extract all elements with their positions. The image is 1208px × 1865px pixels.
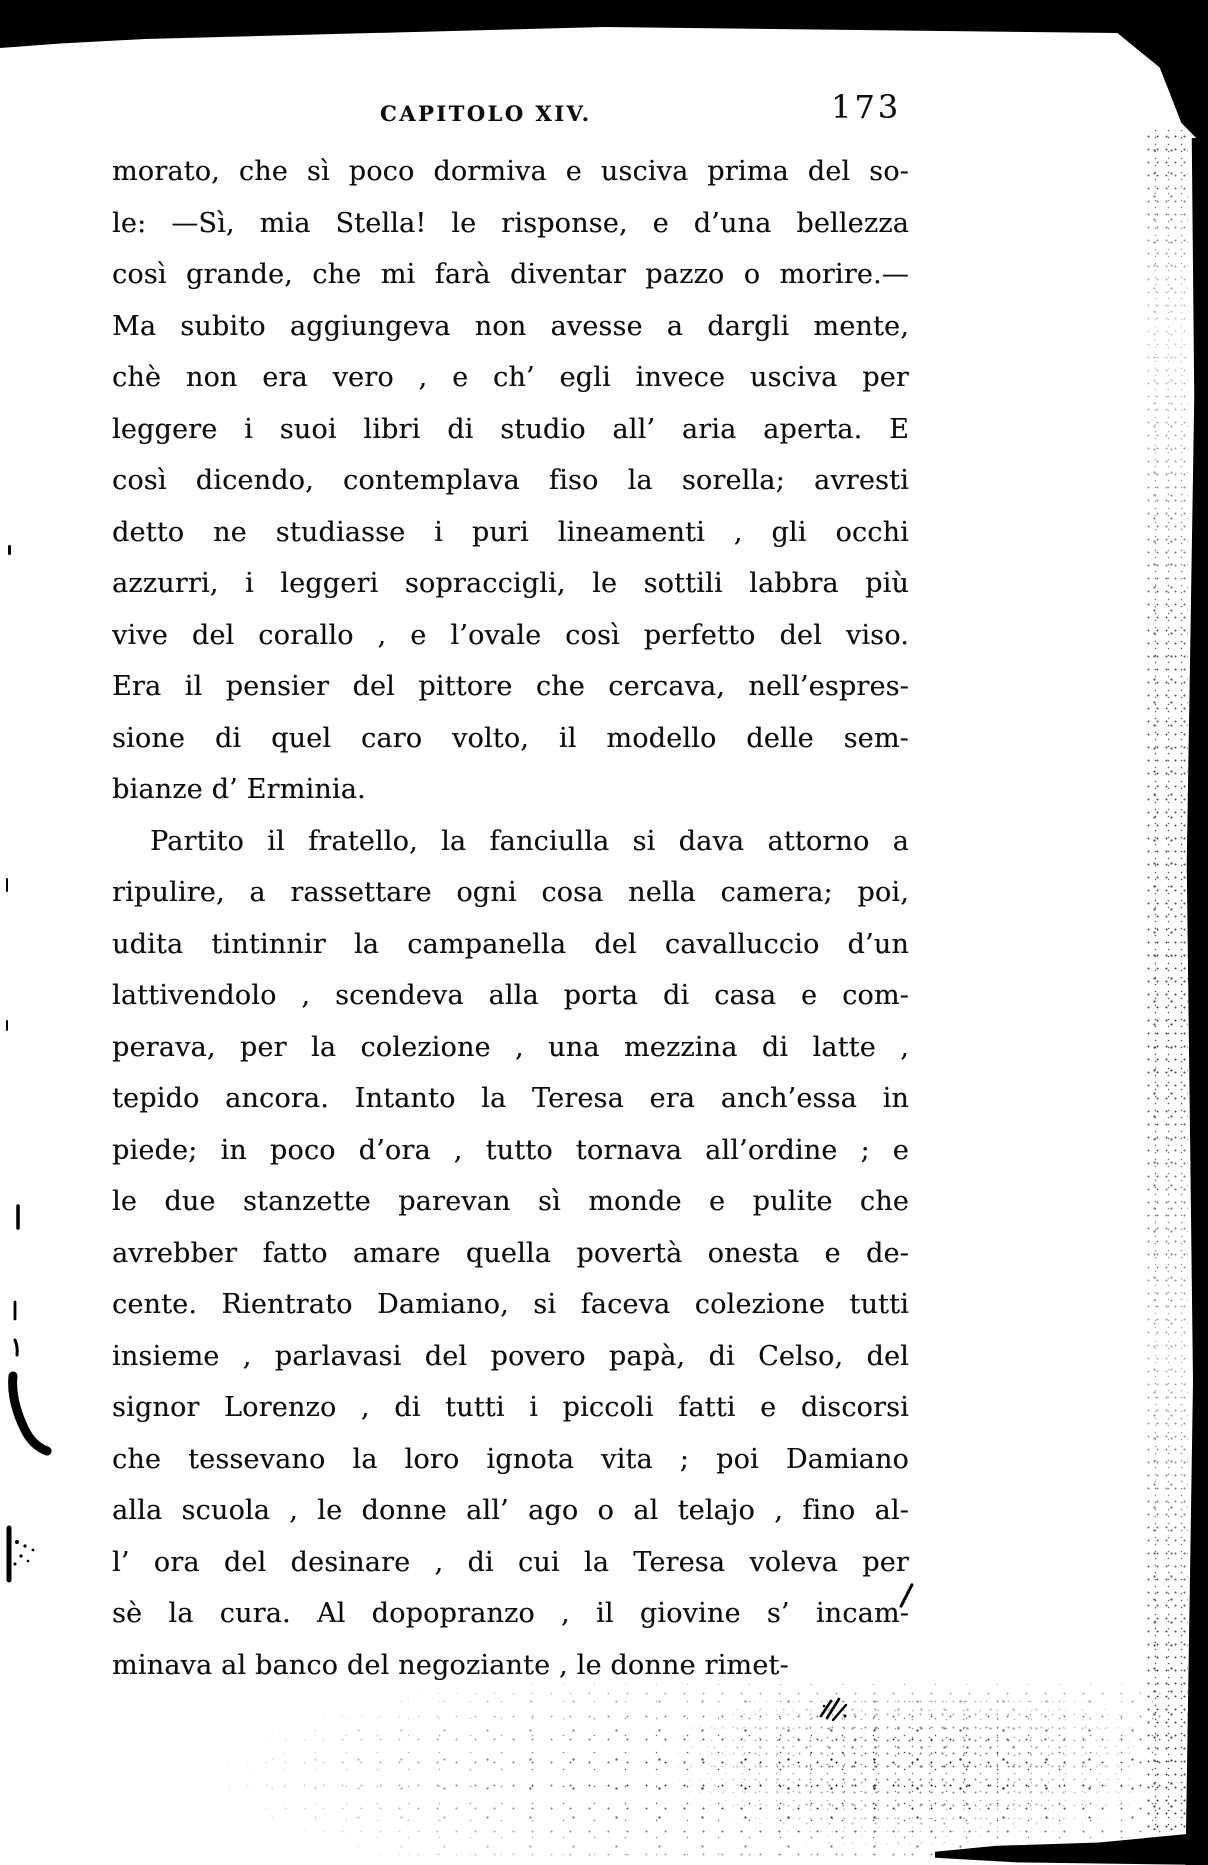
- margin-ink-speck: [6, 878, 8, 892]
- margin-ink-speck: [6, 1020, 8, 1031]
- text-line: insieme , parlavasi del povero papà, di Celso, del: [112, 1340, 909, 1372]
- text-line: sè la cura. Al dopopranzo , il giovine s’ incam-: [112, 1598, 909, 1629]
- scan-speckle-cloud-dense: [640, 1695, 1140, 1845]
- text-line: così dicendo, contemplava fiso la sorella; avresti: [112, 465, 909, 496]
- text-line: sione di quel caro volto, il modello delle sem-: [112, 722, 909, 754]
- text-line: le due stanzette parevan sì monde e pulite che: [112, 1186, 909, 1217]
- bottom-ink-scribble: [818, 1694, 852, 1724]
- text-line: leggere i suoi libri di studio all’ aria aperta. E: [112, 413, 909, 445]
- text-line: così grande, che mi farà diventar pazzo o morire.—: [112, 259, 909, 290]
- text-line: chè non era vero , e ch’ egli invece usciva per: [112, 362, 909, 393]
- text-line: perava, per la colezione , una mezzina di latte ,: [112, 1031, 909, 1063]
- text-line: signor Lorenzo , di tutti i piccoli fatti e discorsi: [112, 1392, 909, 1423]
- text-line: lattivendolo , scendeva alla porta di casa e com-: [112, 980, 909, 1011]
- text-line: azzurri, i leggeri sopraccigli, le sottili labbra più: [112, 568, 909, 599]
- text-line: vive del corallo , e l’ovale così perfetto del viso.: [112, 619, 909, 651]
- page-body: [112, 146, 909, 1691]
- text-line: detto ne studiasse i puri lineamenti , gli occhi: [112, 516, 909, 548]
- text-line: tepido ancora. Intanto la Teresa era anch’essa in: [112, 1083, 909, 1114]
- text-line: Partito il fratello, la fanciulla si dava attorno a: [150, 825, 909, 857]
- text-line: minava al banco del negoziante , le donne rimet-: [112, 1649, 789, 1681]
- text-line: morato, che sì poco dormiva e usciva prima del so-: [112, 156, 909, 187]
- scan-binding-noise: [1144, 130, 1188, 1830]
- text-line: Ma subito aggiungeva non avesse a dargli mente,: [112, 310, 909, 342]
- text-line: avrebber fatto amare quella povertà onesta e de-: [112, 1237, 909, 1269]
- text-line: alla scuola , le donne all’ ago o al telajo , fino al-: [112, 1495, 909, 1526]
- margin-ink-speck: [8, 545, 11, 555]
- text-line: udita tintinnir la campanella del cavalluccio d’un: [112, 928, 909, 960]
- margin-ink-marks: [0, 1190, 120, 1610]
- text-line: cente. Rientrato Damiano, si faceva colezione tutti: [112, 1289, 909, 1320]
- scan-edge-top: [0, 0, 1208, 150]
- page-number: 173: [831, 88, 902, 126]
- chapter-heading: CAPITOLO XIV.: [380, 101, 592, 126]
- text-line: bianze d’ Erminia.: [112, 774, 366, 805]
- text-line: l’ ora del desinare , di cui la Teresa voleva per: [112, 1546, 909, 1578]
- text-line: ripulire, a rassettare ogni cosa nella camera; poi,: [112, 877, 909, 908]
- text-line: Era il pensier del pittore che cercava, nell’espres-: [112, 671, 909, 702]
- text-line: che tessevano la loro ignota vita ; poi Damiano: [112, 1443, 909, 1475]
- text-line: le: —Sì, mia Stella! le risponse, e d’una bellezza: [112, 207, 909, 239]
- text-line: piede; in poco d’ora , tutto tornava all’ordine ; e: [112, 1134, 909, 1166]
